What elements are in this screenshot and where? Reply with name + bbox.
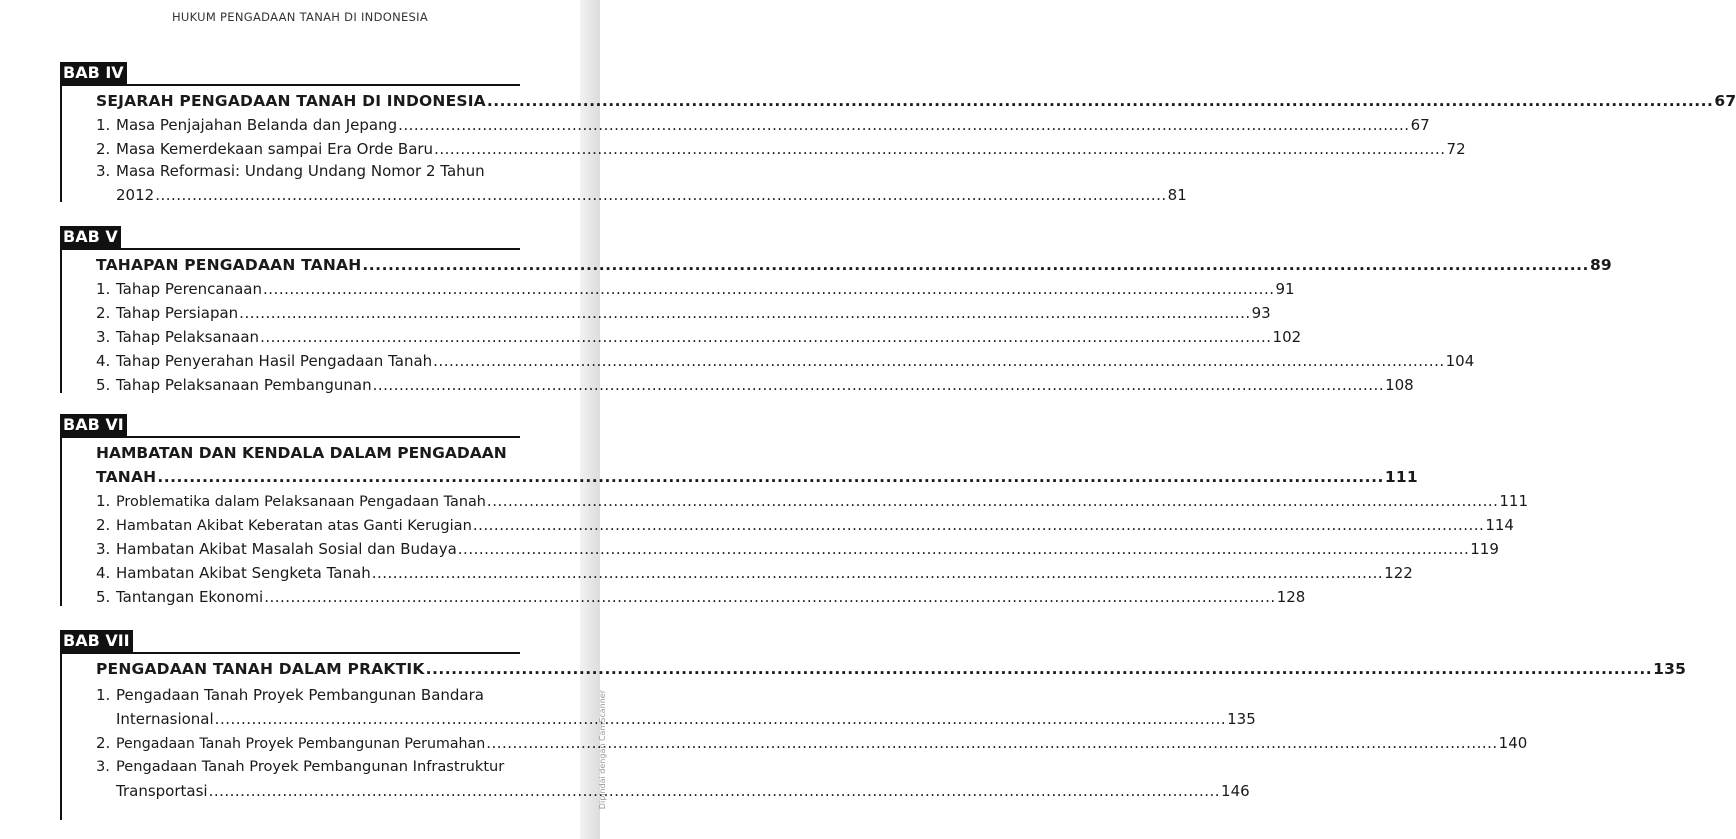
page-number: 102 [1272,328,1302,346]
toc-item-continuation[interactable] [116,186,1187,204]
leader-dots [473,516,1484,534]
chapter-label: BAB IV [60,62,127,84]
toc-chapter-title[interactable] [96,468,1418,486]
item-title: Pengadaan Tanah Proyek Pembangunan Perumahan [116,736,486,752]
item-title: Pengadaan Tanah Proyek Pembangunan Infrastruktur [116,758,505,775]
item-title: Tahap Penyerahan Hasil Pengadaan Tanah [116,352,433,370]
page-number: 108 [1385,376,1414,394]
leader-dots [487,92,1714,110]
toc-item[interactable] [96,280,1295,298]
leader-dots [373,376,1384,394]
chapter-label: BAB VII [60,630,133,652]
chapter-rule [60,652,520,654]
toc-item[interactable] [96,376,1414,394]
item-title: Tahap Perencanaan [116,280,263,298]
item-number: 3. [96,540,111,558]
item-title: Problematika dalam Pelaksanaan Pengadaan Tanah [116,494,486,510]
page-number: 104 [1445,352,1475,370]
item-number: 1. [96,116,111,134]
item-number: 3. [96,162,111,180]
toc-chapter-title[interactable] [96,92,1736,110]
chapter-title: SEJARAH PENGADAAN TANAH DI INDONESIA [96,92,486,110]
toc-chapter-title[interactable] [96,256,1612,274]
leader-dots [263,280,1274,298]
item-title: Masa Penjajahan Belanda dan Jepang [116,116,398,134]
toc-item[interactable] [96,516,1514,534]
chapter-side-rule [60,436,62,606]
page-number: 67 [1410,116,1430,134]
item-title: Masa Reformasi: Undang Undang Nomor 2 Tahun [116,162,485,180]
item-title-continued: Transportasi [116,782,208,800]
page-number: 135 [1227,710,1256,728]
item-title: Tahap Pelaksanaan [116,328,260,346]
page-number: 89 [1589,256,1612,274]
item-title: Tahap Pelaksanaan Pembangunan [116,376,372,394]
item-title: Hambatan Akibat Masalah Sosial dan Budaya [116,540,457,558]
chapter-rule [60,248,520,250]
chapter-bab-vi [60,414,1529,614]
item-number: 2. [96,140,111,158]
page-number: 111 [1384,468,1418,486]
toc-item[interactable] [96,734,1528,752]
toc-item[interactable] [96,116,1430,134]
toc-item[interactable] [96,540,1499,558]
chapter-side-rule [60,248,62,393]
leader-dots [215,710,1226,728]
page-number: 93 [1251,304,1271,322]
page-number: 140 [1498,734,1528,752]
leader-dots [398,116,1409,134]
leader-dots [239,304,1250,322]
scanner-watermark: Dipindai dengan CamScanner [598,690,607,810]
chapter-side-rule [60,652,62,820]
chapter-rule [60,84,520,86]
leader-dots [209,782,1220,800]
leader-dots [433,352,1444,370]
page-number: 72 [1446,140,1466,158]
leader-dots [155,186,1166,204]
item-title: Pengadaan Tanah Proyek Pembangunan Bandara [116,686,484,704]
toc-item[interactable] [96,588,1306,606]
chapter-title: PENGADAAN TANAH DALAM PRAKTIK [96,660,425,678]
toc-item-continuation[interactable] [116,710,1256,728]
chapter-bab-iv [60,62,1736,212]
running-header: HUKUM PENGADAAN TANAH DI INDONESIA [171,10,429,24]
toc-item[interactable] [96,492,1529,510]
toc-item[interactable] [96,352,1475,370]
leader-dots [458,540,1469,558]
page-number: 91 [1275,280,1295,298]
chapter-bab-v [60,226,1612,396]
item-number: 3. [96,328,111,346]
leader-dots [426,660,1653,678]
item-title: Hambatan Akibat Keberatan atas Ganti Kerugian [116,517,472,534]
item-title-continued: Internasional [116,710,214,728]
item-title: Tahap Persiapan [116,304,239,322]
page-number: 119 [1470,540,1499,558]
page-number: 146 [1221,782,1250,800]
leader-dots [157,468,1384,486]
chapter-title-first-line[interactable]: HAMBATAN DAN KENDALA DALAM PENGADAAN [96,444,507,462]
toc-item[interactable] [96,328,1302,346]
chapter-title: TAHAPAN PENGADAAN TANAH [96,256,362,274]
leader-dots [486,734,1497,752]
item-number: 4. [96,352,111,370]
page-number: 135 [1653,660,1687,678]
leader-dots [434,140,1445,158]
toc-item[interactable] [96,140,1466,158]
leader-dots [264,588,1275,606]
page-number: 114 [1485,516,1514,534]
toc-item-first-line[interactable] [96,686,484,704]
toc-item-continuation[interactable] [116,782,1250,800]
item-number: 2. [96,304,111,322]
toc-item-first-line[interactable] [96,758,504,775]
chapter-title-continued: TANAH [96,468,157,486]
toc-item[interactable] [96,304,1271,322]
item-number: 1. [96,492,111,510]
chapter-side-rule [60,84,62,202]
item-number: 5. [96,376,111,394]
chapter-label: BAB VI [60,414,127,436]
item-title-continued: 2012 [116,186,155,204]
toc-item-first-line[interactable] [96,162,485,180]
item-number: 2. [96,734,111,752]
leader-dots [487,492,1498,510]
item-number: 1. [96,280,111,298]
page-number: 128 [1276,588,1306,606]
item-number: 1. [96,686,111,704]
page-number: 122 [1384,564,1413,582]
item-title: Tantangan Ekonomi [116,588,264,606]
item-title: Hambatan Akibat Sengketa Tanah [116,564,371,582]
chapter-rule [60,436,520,438]
toc-item[interactable] [96,564,1413,582]
item-title: Masa Kemerdekaan sampai Era Orde Baru [116,140,434,158]
item-number: 2. [96,516,111,534]
item-number: 4. [96,564,111,582]
page-number: 81 [1167,186,1187,204]
toc-chapter-title[interactable] [96,660,1687,678]
leader-dots [362,256,1589,274]
page-number: 111 [1499,492,1529,510]
leader-dots [260,328,1271,346]
item-number: 3. [96,758,110,775]
leader-dots [372,564,1383,582]
item-number: 5. [96,588,111,606]
chapter-label: BAB V [60,226,121,248]
page-number: 67 [1714,92,1736,110]
